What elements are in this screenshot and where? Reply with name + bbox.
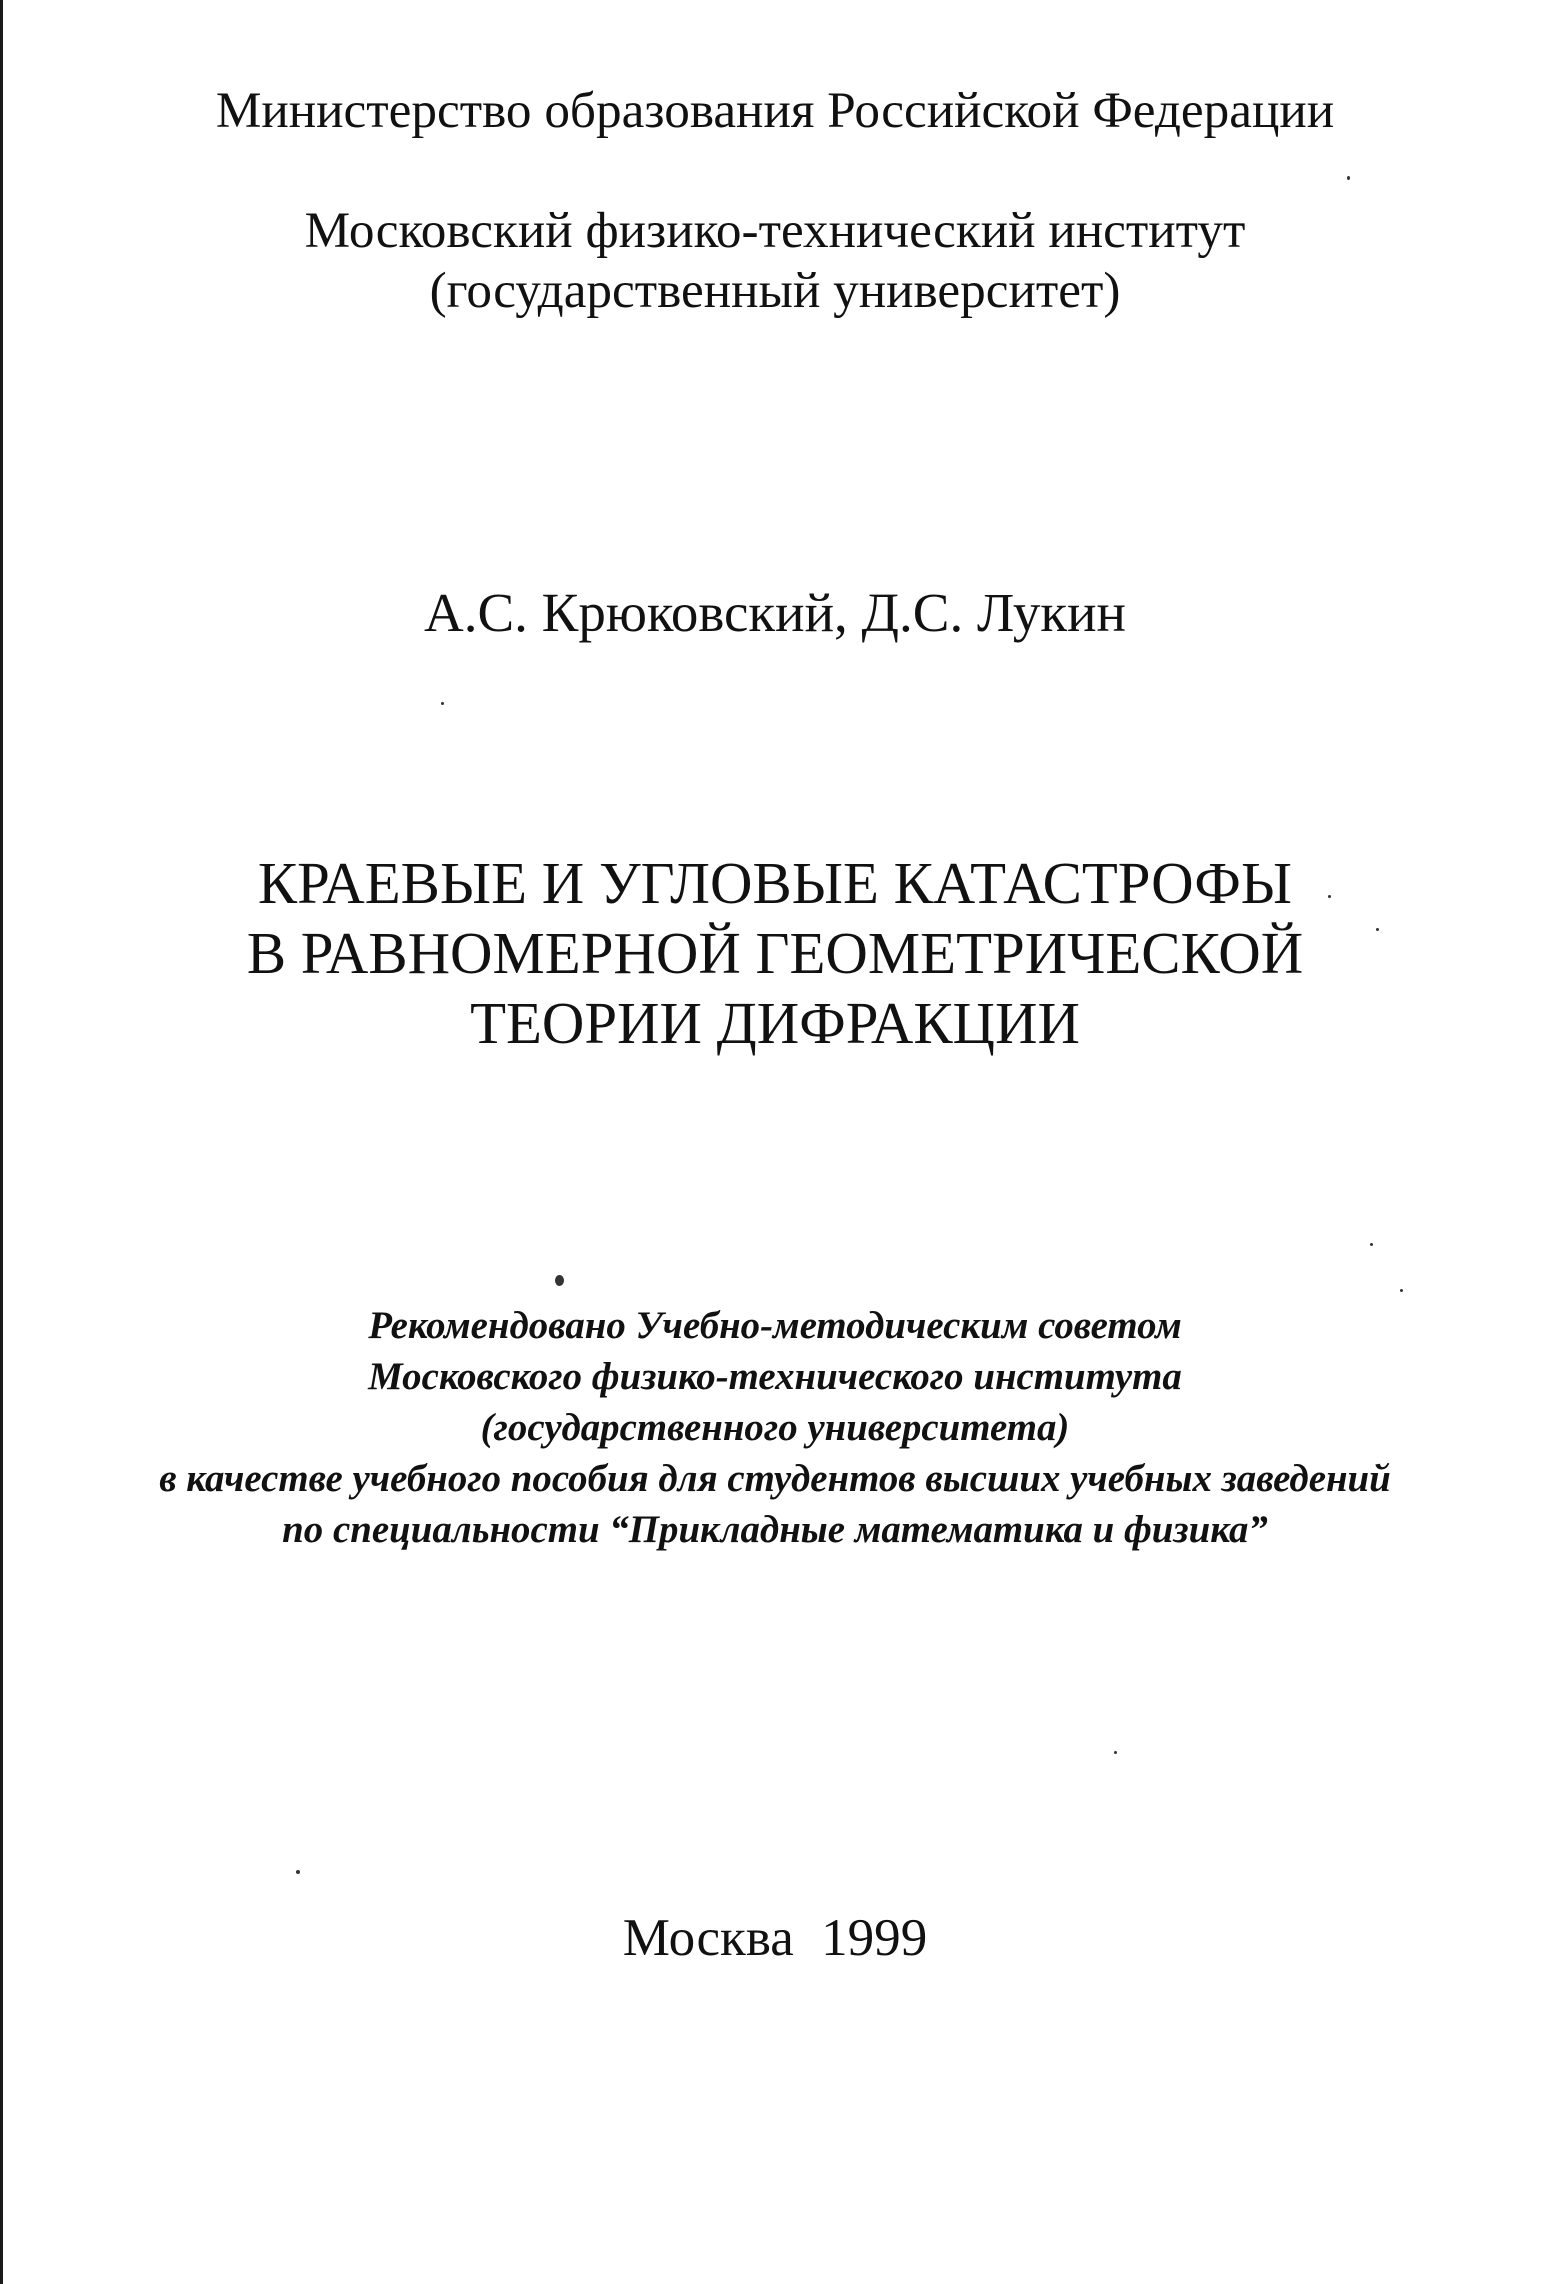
- recommendation-line-5: по специальности “Прикладные математика и физика”: [282, 1508, 1268, 1551]
- recommendation-line-2: Московского физико-технического института: [368, 1355, 1182, 1398]
- recommendation-line-3: (государственного университета): [480, 1406, 1070, 1449]
- scan-speck: [1400, 1289, 1403, 1292]
- title-line-1: КРАЕВЫЕ И УГЛОВЫЕ КАТАСТРОФЫ: [257, 851, 1293, 916]
- recommendation-line-4: в качестве учебного пособия для студентов высших учебных заведений: [159, 1457, 1391, 1500]
- title-line-3: ТЕОРИИ ДИФРАКЦИИ: [470, 991, 1080, 1056]
- scan-speck: [1347, 176, 1350, 180]
- recommendation-line-1: Рекомендовано Учебно-методическим советом: [368, 1304, 1182, 1347]
- scan-speck: [1328, 895, 1331, 898]
- scan-speck: [296, 1870, 300, 1874]
- year: 1999: [821, 1909, 928, 1967]
- ministry-line: Министерство образования Российской Федерации: [215, 82, 1335, 139]
- title-line-2: В РАВНОМЕРНОЙ ГЕОМЕТРИЧЕСКОЙ: [246, 921, 1304, 986]
- scan-speck: [1370, 1243, 1373, 1246]
- city: Москва: [622, 1909, 794, 1967]
- scan-speck: [555, 1275, 564, 1286]
- scan-speck: [1376, 928, 1379, 931]
- scan-speck: [1114, 1751, 1117, 1754]
- institute-line: Московский физико-технический институт: [304, 202, 1246, 259]
- institute-status-line: (государственный университет): [429, 262, 1121, 319]
- scan-speck: [441, 702, 444, 705]
- authors: А.С. Крюковский, Д.С. Лукин: [424, 582, 1126, 643]
- imprint: [0, 1909, 1550, 1967]
